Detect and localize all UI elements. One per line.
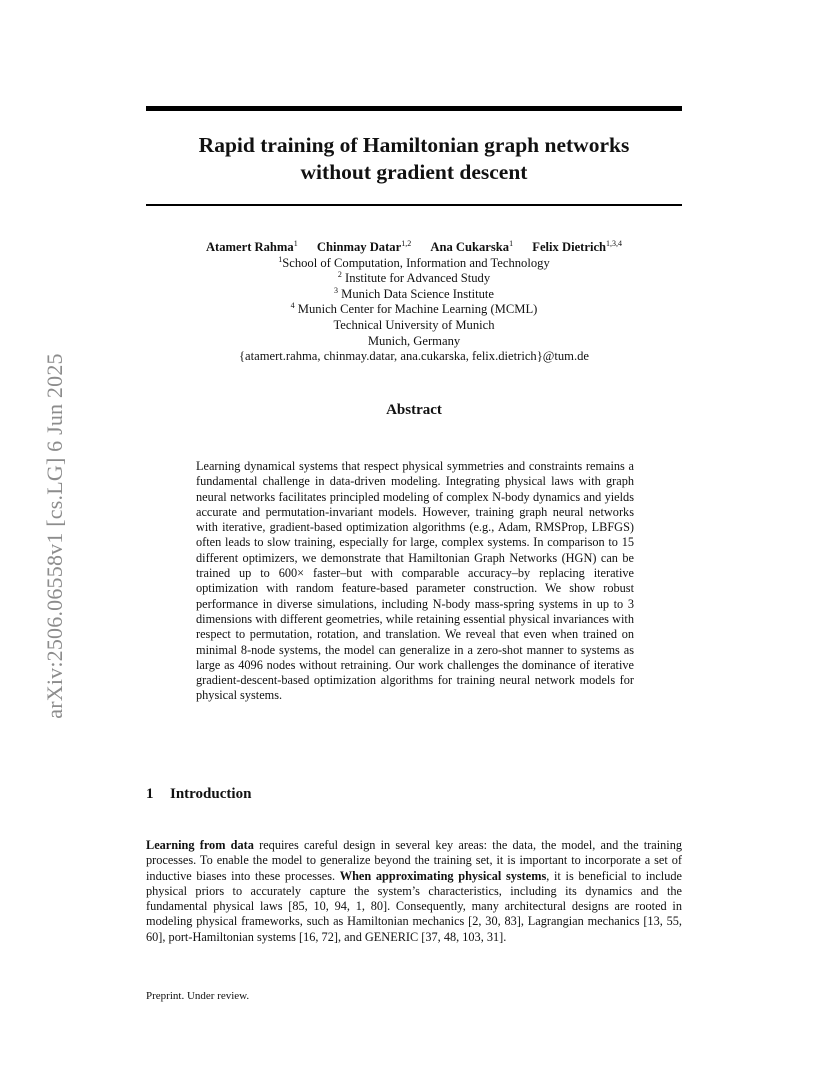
affiliation-number: 2: [337, 270, 342, 279]
author: [317, 240, 411, 254]
author-list: [146, 240, 682, 256]
author-name: Chinmay Datar: [316, 240, 402, 254]
author-name: Atamert Rahma: [205, 240, 294, 254]
intro-text-1: requires careful design in several key areas: the data, the model, and the training processes. To enable the model to generalize beyond the training set, it is important to incorporate a set of inductive biases into these processes.: [146, 838, 682, 883]
author: [206, 240, 298, 254]
author-affiliation-mark: 1,3,4: [606, 238, 623, 248]
title-line-2: without gradient descent: [300, 160, 528, 184]
author-block: [146, 240, 682, 365]
section-title: Introduction: [170, 786, 252, 802]
affiliation-number: 3: [334, 285, 338, 295]
bold-lead-2: When approximating physical systems: [339, 868, 547, 883]
author: [430, 240, 513, 254]
location: Munich, Germany: [367, 333, 461, 348]
paper-title: [146, 132, 682, 186]
affiliation-text: Munich Center for Machine Learning (MCML): [297, 302, 538, 317]
affiliation-2: [146, 271, 682, 287]
affiliation-number: 1: [278, 254, 283, 264]
author-affiliation-mark: 1: [509, 238, 514, 248]
author-name: Felix Dietrich: [532, 240, 607, 254]
section-heading-introduction: [146, 786, 251, 803]
preprint-footer: Preprint. Under review.: [146, 990, 250, 1002]
affiliation-text: Munich Data Science Institute: [341, 286, 494, 301]
author-name: Ana Cukarska: [430, 240, 510, 254]
author-affiliation-mark: 1: [293, 238, 298, 248]
title-line-1: Rapid training of Hamiltonian graph networks: [198, 133, 630, 157]
affiliation-text: School of Computation, Information and Technology: [282, 255, 550, 270]
bold-lead-1: Learning from data: [146, 838, 254, 852]
author-affiliation-mark: 1,2: [401, 238, 412, 248]
affiliation-text: Institute for Advanced Study: [345, 271, 491, 286]
title-top-rule: [146, 106, 682, 111]
arxiv-identifier: arXiv:2506.06558v1 [cs.LG] 6 Jun 2025: [42, 353, 67, 719]
introduction-paragraph: [146, 838, 682, 945]
affiliation-1: [146, 256, 682, 272]
affiliation-4: [146, 302, 682, 318]
affiliation-number: 4: [290, 301, 295, 311]
affiliation-3: [146, 287, 682, 303]
title-bottom-rule: [146, 204, 682, 206]
author-emails: {atamert.rahma, chinmay.datar, ana.cukarska, felix.dietrich}@tum.de: [238, 349, 589, 364]
intro-text-2: , it is beneficial to include physical priors to accurately capture the system’s characteristics, including its dynamics and the fundamental physical laws [85, 10, 94, 1, 80]. Consequently, many architectural designs are rooted in modeling physical frameworks, such as Hamiltonian mechanics [2, 30, 83], Lagrangian mechanics [13, 55, 60], port-Hamiltonian systems [16, 72], and GENERIC [37, 48, 103, 31].: [146, 868, 682, 944]
section-number: 1: [146, 786, 154, 802]
abstract-heading: Abstract: [386, 402, 442, 418]
university: Technical University of Munich: [333, 317, 495, 332]
abstract-body: Learning dynamical systems that respect physical symmetries and constraints remains a fundamental challenge in data-driven modeling. Integrating physical laws with graph neural networks facilitates principled modeling of complex N-body dynamics and yields accurate and permutation-invariant models. However, training graph neural networks with iterative, gradient-based optimization algorithms (e.g., Adam, RMSProp, LBFGS) often leads to slow training, especially for large, complex systems. In comparison to 15 different optimizers, we demonstrate that Hamiltonian Graph Networks (HGN) can be trained up to 600× faster–but with comparable accuracy–by replacing iterative optimization with random feature-based parameter construction. We show robust performance in diverse simulations, including N-body mass-spring systems in up to 3 dimensions with different geometries, while retaining essential physical invariances with respect to permutation, rotation, and translation. We reveal that even when trained on minimal 8-node systems, the model can generalize in a zero-shot manner to systems as large as 4096 nodes without retraining. Our work challenges the dominance of iterative gradient-descent-based optimization algorithms for training neural network models for physical systems.: [196, 459, 634, 703]
author: [532, 240, 622, 254]
